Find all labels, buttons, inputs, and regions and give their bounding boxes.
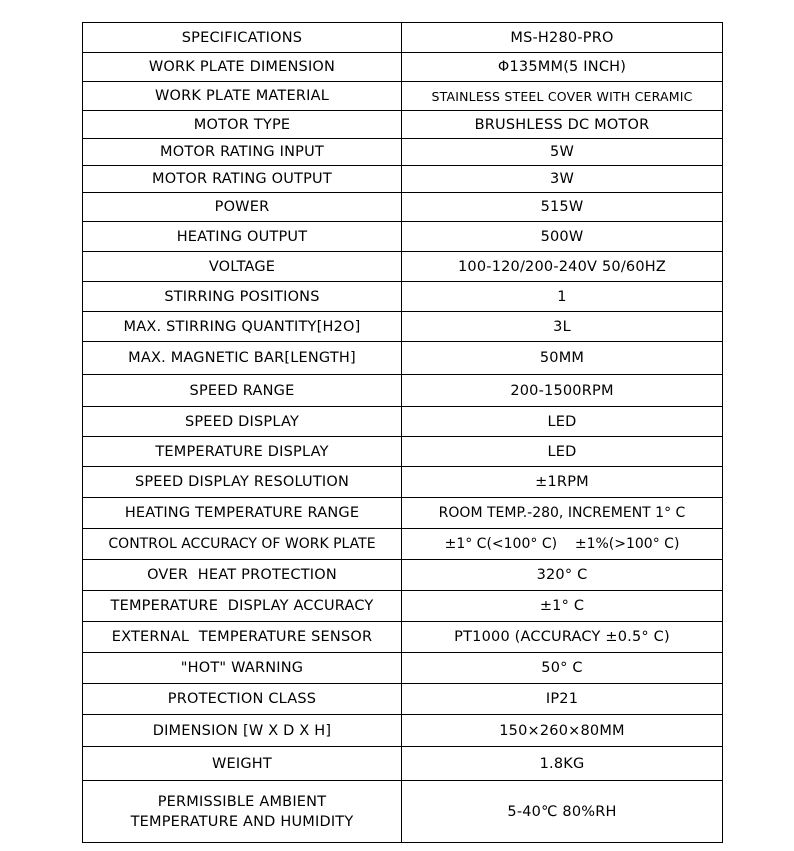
- table-row: [83, 684, 723, 715]
- spec-value: 3W: [402, 166, 723, 193]
- spec-label: POWER: [83, 193, 402, 222]
- spec-label: OVER HEAT PROTECTION: [83, 560, 402, 591]
- table-row: [83, 23, 723, 53]
- spec-value: IP21: [402, 684, 723, 715]
- spec-label: STIRRING POSITIONS: [83, 282, 402, 312]
- spec-value: ±1° C(<100° C) ±1%(>100° C): [402, 529, 723, 560]
- spec-label: MAX. MAGNETIC BAR[LENGTH]: [83, 342, 402, 375]
- spec-value: 50° C: [402, 653, 723, 684]
- spec-value: 200-1500RPM: [402, 375, 723, 407]
- table-row: [83, 222, 723, 252]
- spec-value: 5W: [402, 139, 723, 166]
- table-row: [83, 166, 723, 193]
- spec-value: 320° C: [402, 560, 723, 591]
- spec-value: Φ135MM(5 INCH): [402, 53, 723, 82]
- table-row: [83, 82, 723, 111]
- spec-label: TEMPERATURE DISPLAY ACCURACY: [83, 591, 402, 622]
- table-row: [83, 193, 723, 222]
- spec-label: MOTOR RATING INPUT: [83, 139, 402, 166]
- spec-value: BRUSHLESS DC MOTOR: [402, 111, 723, 139]
- spec-value: 150×260×80MM: [402, 715, 723, 747]
- table-row: [83, 437, 723, 467]
- table-row: [83, 467, 723, 498]
- spec-label: CONTROL ACCURACY OF WORK PLATE: [83, 529, 402, 560]
- table-row: [83, 781, 723, 843]
- spec-label: MOTOR RATING OUTPUT: [83, 166, 402, 193]
- spec-label: PROTECTION CLASS: [83, 684, 402, 715]
- spec-label: MOTOR TYPE: [83, 111, 402, 139]
- spec-label: SPECIFICATIONS: [83, 23, 402, 53]
- table-row: [83, 375, 723, 407]
- spec-value: MS-H280-PRO: [402, 23, 723, 53]
- spec-value: 100-120/200-240V 50/60HZ: [402, 252, 723, 282]
- spec-value: ROOM TEMP.-280, INCREMENT 1° C: [402, 498, 723, 529]
- table-row: [83, 53, 723, 82]
- table-row: [83, 312, 723, 342]
- spec-value: LED: [402, 437, 723, 467]
- table-row: [83, 282, 723, 312]
- spec-value: PT1000 (ACCURACY ±0.5° C): [402, 622, 723, 653]
- table-row: [83, 111, 723, 139]
- spec-label: MAX. STIRRING QUANTITY[H2O]: [83, 312, 402, 342]
- spec-value: ±1RPM: [402, 467, 723, 498]
- table-row: [83, 407, 723, 437]
- table-row: [83, 622, 723, 653]
- spec-label: VOLTAGE: [83, 252, 402, 282]
- spec-label: SPEED RANGE: [83, 375, 402, 407]
- spec-label: SPEED DISPLAY: [83, 407, 402, 437]
- spec-label: WORK PLATE MATERIAL: [83, 82, 402, 111]
- spec-value: STAINLESS STEEL COVER WITH CERAMIC: [402, 82, 723, 111]
- table-row: [83, 715, 723, 747]
- table-row: [83, 560, 723, 591]
- spec-value: LED: [402, 407, 723, 437]
- table-row: [83, 591, 723, 622]
- spec-value: 1.8KG: [402, 747, 723, 781]
- spec-label: EXTERNAL TEMPERATURE SENSOR: [83, 622, 402, 653]
- spec-label: HEATING OUTPUT: [83, 222, 402, 252]
- spec-label: WORK PLATE DIMENSION: [83, 53, 402, 82]
- table-row: [83, 529, 723, 560]
- specifications-table: [82, 22, 723, 843]
- spec-label: "HOT" WARNING: [83, 653, 402, 684]
- table-row: [83, 139, 723, 166]
- spec-label: DIMENSION [W X D X H]: [83, 715, 402, 747]
- spec-value: ±1° C: [402, 591, 723, 622]
- table-row: [83, 747, 723, 781]
- spec-label: TEMPERATURE DISPLAY: [83, 437, 402, 467]
- spec-label: PERMISSIBLE AMBIENT TEMPERATURE AND HUMIDITY: [83, 781, 402, 843]
- table-row: [83, 342, 723, 375]
- spec-value: 515W: [402, 193, 723, 222]
- spec-label: WEIGHT: [83, 747, 402, 781]
- spec-value: 5-40℃ 80%RH: [402, 781, 723, 843]
- spec-value: 500W: [402, 222, 723, 252]
- table-row: [83, 252, 723, 282]
- table-row: [83, 653, 723, 684]
- spec-label: SPEED DISPLAY RESOLUTION: [83, 467, 402, 498]
- spec-value: 50MM: [402, 342, 723, 375]
- spec-value: 3L: [402, 312, 723, 342]
- spec-label: HEATING TEMPERATURE RANGE: [83, 498, 402, 529]
- table-row: [83, 498, 723, 529]
- spec-value: 1: [402, 282, 723, 312]
